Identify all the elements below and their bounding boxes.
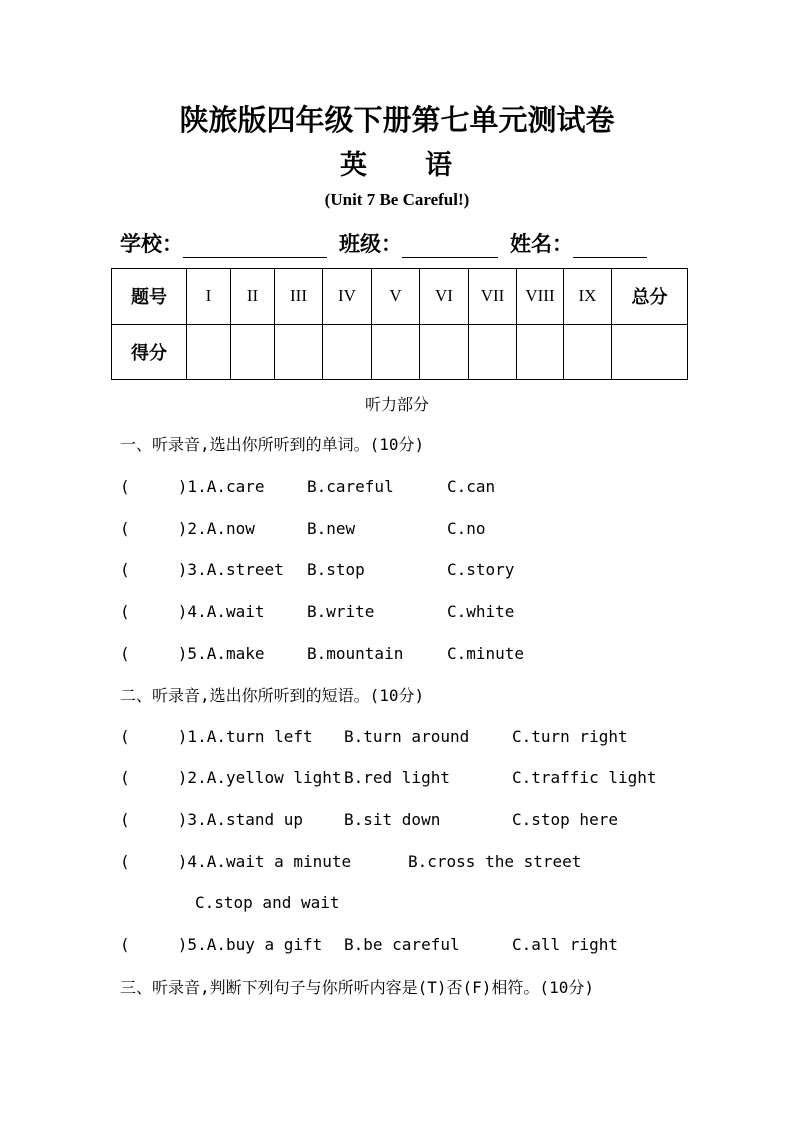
s2-q5-option-c: C.all right — [512, 935, 618, 954]
name-blank[interactable] — [573, 235, 647, 258]
s2-q4-option-c: C.stop and wait — [195, 893, 340, 912]
score-cell[interactable] — [231, 324, 275, 380]
section2-heading: 二、听录音,选出你所听到的短语。(10分) — [120, 686, 425, 705]
s1-q5-option-b: B.mountain — [307, 644, 404, 663]
question-number-label: 题号 — [112, 269, 187, 325]
s2-q3-option-c: C.stop here — [512, 810, 618, 829]
total-score-cell[interactable] — [612, 324, 688, 380]
school-label: 学校： — [120, 231, 183, 256]
s2-q4-option-b: B.cross the street — [408, 852, 582, 871]
class-blank[interactable] — [402, 235, 498, 258]
s1-q3-option-b: B.stop — [307, 560, 365, 579]
listening-heading: 听力部分 — [364, 395, 429, 414]
subject-char-2: 语 — [425, 150, 454, 181]
s1-q2-option-c: C.no — [447, 519, 486, 538]
student-info-line — [120, 228, 647, 258]
class-label: 班级： — [339, 231, 402, 256]
total-label: 总分 — [612, 269, 688, 325]
question-number-row — [112, 269, 688, 325]
s2-q2-option-c: C.traffic light — [512, 768, 657, 787]
score-cell[interactable] — [469, 324, 517, 380]
s2-q5-option-b: B.be careful — [344, 935, 460, 954]
score-cell[interactable] — [187, 324, 231, 380]
s2-q5-option-a: ( )5.A.buy a gift — [120, 935, 323, 954]
subject-title — [0, 143, 794, 182]
column-7: VII — [469, 269, 517, 325]
column-9: IX — [564, 269, 612, 325]
section1-heading: 一、听录音,选出你所听到的单词。(10分) — [120, 435, 425, 454]
section3-heading: 三、听录音,判断下列句子与你所听内容是(T)否(F)相符。(10分) — [120, 978, 594, 997]
s1-q3-option-c: C.story — [447, 560, 515, 579]
score-table — [111, 268, 688, 380]
s1-q4-option-b: B.write — [307, 602, 375, 621]
s1-q5-option-a: ( )5.A.make — [120, 644, 265, 663]
name-label: 姓名： — [510, 231, 573, 256]
s1-q1-option-c: C.can — [447, 477, 496, 496]
column-1: I — [187, 269, 231, 325]
score-cell[interactable] — [420, 324, 469, 380]
s2-q1-option-c: C.turn right — [512, 727, 628, 746]
score-cell[interactable] — [275, 324, 323, 380]
s1-q1-option-a: ( )1.A.care — [120, 477, 265, 496]
s1-q2-option-b: B.new — [307, 519, 356, 538]
score-label: 得分 — [112, 324, 187, 380]
column-8: VIII — [517, 269, 564, 325]
s1-q4-option-c: C.white — [447, 602, 515, 621]
s1-q2-option-a: ( )2.A.now — [120, 519, 255, 538]
s1-q1-option-b: B.careful — [307, 477, 394, 496]
s2-q3-option-b: B.sit down — [344, 810, 441, 829]
s2-q1-option-a: ( )1.A.turn left — [120, 727, 313, 746]
s2-q4-option-a: ( )4.A.wait a minute — [120, 852, 352, 871]
s2-q2-option-b: B.red light — [344, 768, 450, 787]
s1-q5-option-c: C.minute — [447, 644, 525, 663]
s1-q4-option-a: ( )4.A.wait — [120, 602, 265, 621]
s2-q3-option-a: ( )3.A.stand up — [120, 810, 304, 829]
s2-q1-option-b: B.turn around — [344, 727, 470, 746]
score-row — [112, 324, 688, 380]
subject-char-1: 英 — [340, 150, 369, 181]
exam-title: 陕旅版四年级下册第七单元测试卷 — [179, 103, 615, 137]
unit-title: (Unit 7 Be Careful!) — [324, 190, 470, 209]
s1-q3-option-a: ( )3.A.street — [120, 560, 284, 579]
score-cell[interactable] — [372, 324, 420, 380]
column-4: IV — [323, 269, 372, 325]
score-cell[interactable] — [517, 324, 564, 380]
column-3: III — [275, 269, 323, 325]
column-6: VI — [420, 269, 469, 325]
score-cell[interactable] — [323, 324, 372, 380]
s2-q2-option-a: ( )2.A.yellow light — [120, 768, 342, 787]
column-2: II — [231, 269, 275, 325]
column-5: V — [372, 269, 420, 325]
school-blank[interactable] — [183, 235, 327, 258]
score-cell[interactable] — [564, 324, 612, 380]
